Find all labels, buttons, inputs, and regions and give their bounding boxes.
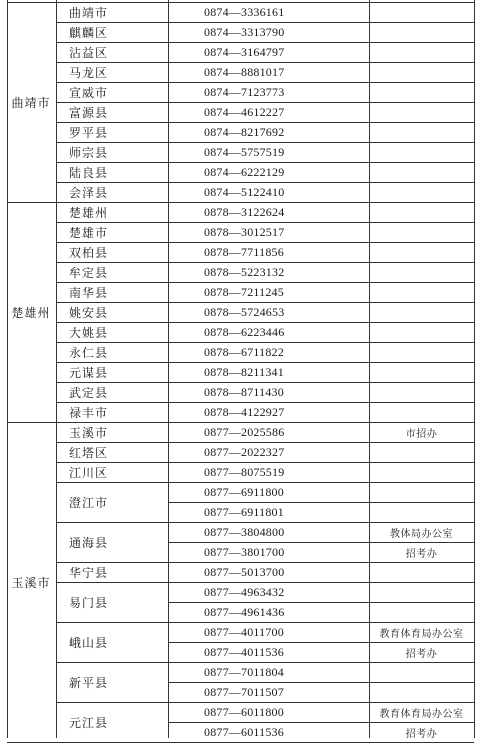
phone-number: 0874—3164797	[204, 44, 285, 59]
county-name: 会泽县	[69, 185, 109, 200]
phone-number: 0877—7011507	[204, 684, 284, 699]
county-name: 楚雄市	[69, 225, 109, 240]
county-name: 禄丰市	[69, 405, 109, 420]
phone-number: 0877—5013700	[204, 564, 285, 579]
county-name: 元江县	[69, 715, 109, 730]
phone-number: 0877—4961436	[204, 604, 285, 619]
column-rule	[474, 0, 475, 738]
phone-number: 0877—4963432	[204, 584, 285, 599]
county-name: 元谋县	[69, 365, 109, 380]
phone-number: 0877—3801700	[204, 544, 285, 559]
phone-number: 0874—6222129	[204, 164, 285, 179]
county-name: 双柏县	[69, 245, 109, 260]
phone-number: 0874—8217692	[204, 124, 285, 139]
county-name: 新平县	[69, 675, 109, 690]
phone-number: 0877—6911801	[204, 504, 284, 519]
office-note: 教育体育局办公室	[379, 708, 464, 720]
county-name: 红塔区	[69, 445, 109, 460]
phone-line-rule	[168, 682, 474, 683]
county-name: 大姚县	[69, 325, 109, 340]
phone-number: 0877—8075519	[204, 464, 285, 479]
county-name: 曲靖市	[69, 5, 109, 20]
county-name: 华宁县	[69, 565, 109, 580]
county-name: 武定县	[69, 385, 109, 400]
county-name: 澄江市	[69, 495, 109, 510]
phone-number: 0877—6011536	[204, 724, 284, 739]
phone-number: 0878—3012517	[204, 224, 285, 239]
phone-number: 0874—3313790	[204, 24, 285, 39]
phone-number: 0878—6711822	[204, 344, 284, 359]
county-name: 师宗县	[69, 145, 109, 160]
phone-number: 0878—6223446	[204, 324, 285, 339]
phone-line-rule	[168, 602, 474, 603]
phone-number: 0878—7211245	[204, 284, 284, 299]
phone-number: 0874—5757519	[204, 144, 285, 159]
office-note: 教育体育局办公室	[379, 628, 464, 640]
phone-number: 0877—3804800	[204, 524, 285, 539]
phone-number: 0877—6011800	[204, 704, 284, 719]
county-name: 永仁县	[69, 345, 109, 360]
phone-number: 0878—5724653	[204, 304, 285, 319]
county-name: 姚安县	[69, 305, 109, 320]
phone-number: 0874—7123773	[204, 84, 285, 99]
phone-number: 0877—7011804	[204, 664, 284, 679]
office-note: 招考办	[405, 728, 438, 740]
phone-number: 0877—2025586	[204, 424, 285, 439]
office-note: 教体局办公室	[390, 528, 453, 540]
county-name: 富源县	[69, 105, 109, 120]
phone-number: 0877—4011536	[204, 644, 284, 659]
county-name: 易门县	[69, 595, 109, 610]
phone-number: 0878—8211341	[204, 364, 284, 379]
county-name: 江川区	[69, 465, 109, 480]
county-name: 麒麟区	[69, 25, 109, 40]
county-name: 陆良县	[69, 165, 109, 180]
phone-number: 0877—4011700	[204, 624, 284, 639]
phone-number: 0877—6911800	[204, 484, 284, 499]
phone-number: 0878—4122927	[204, 404, 285, 419]
city-name: 楚雄州	[11, 305, 51, 320]
city-name: 曲靖市	[11, 95, 51, 110]
county-name: 马龙区	[69, 65, 109, 80]
city-name: 玉溪市	[11, 575, 51, 590]
county-name: 南华县	[69, 285, 109, 300]
phone-number: 0874—4612227	[204, 104, 285, 119]
phone-number: 0874—3336161	[204, 4, 285, 19]
phone-line-rule	[168, 502, 474, 503]
phone-number: 0874—8881017	[204, 64, 285, 79]
phone-number: 0878—3122624	[204, 204, 285, 219]
phone-number: 0874—5122410	[204, 184, 285, 199]
county-name: 楚雄州	[69, 205, 109, 220]
county-name: 宣威市	[69, 85, 109, 100]
county-name: 峨山县	[69, 635, 109, 650]
county-name: 牟定县	[69, 265, 109, 280]
phone-number: 0878—8711430	[204, 384, 284, 399]
county-name: 玉溪市	[69, 425, 109, 440]
phone-number: 0877—2022327	[204, 444, 285, 459]
phone-number: 0878—7711856	[204, 244, 284, 259]
county-name: 通海县	[69, 535, 109, 550]
phone-number: 0878—5223132	[204, 264, 285, 279]
office-note: 市招办	[405, 428, 438, 440]
county-name: 罗平县	[69, 125, 109, 140]
office-note: 招考办	[405, 548, 438, 560]
office-note: 招考办	[405, 648, 438, 660]
county-name: 沾益区	[69, 45, 109, 60]
